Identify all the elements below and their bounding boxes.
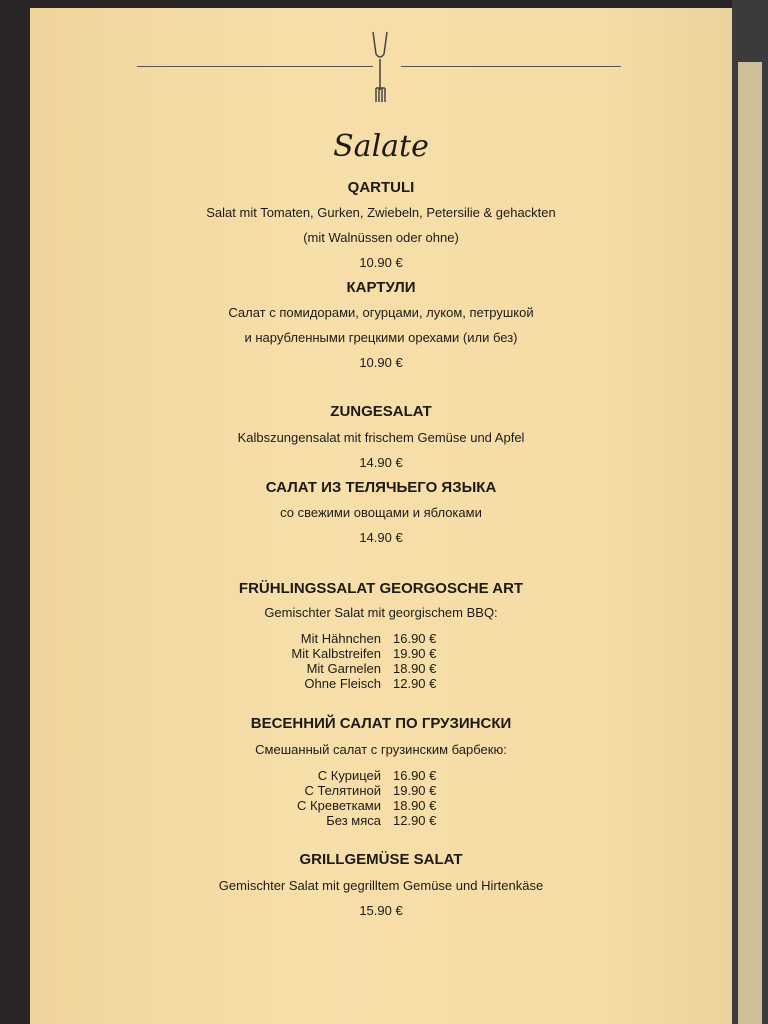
price-row [30,646,732,661]
option-price: 12.90 € [393,676,437,691]
item-price: 10.90 € [359,355,403,370]
option-name: Ohne Fleisch [304,676,381,691]
option-name: Mit Garnelen [306,661,381,676]
fork-icon [368,30,392,104]
item-price: 14.90 € [359,530,403,545]
divider-left [137,66,373,67]
option-price: 12.90 € [393,813,437,828]
option-name: С Телятиной [304,783,381,798]
item-name: GRILLGEMÜSE SALAT [299,851,463,868]
option-name: Mit Hähnchen [300,631,381,646]
option-price: 18.90 € [393,661,437,676]
divider-right [401,66,621,67]
item-name: ZUNGESALAT [330,403,432,420]
price-row [30,813,732,828]
item-name: САЛАТ ИЗ ТЕЛЯЧЬЕГО ЯЗЫКА [265,479,497,496]
option-price: 18.90 € [393,798,437,813]
price-row [30,676,732,691]
item-name: FRÜHLINGSSALAT GEORGOSCHE ART [238,580,524,597]
option-name: Без мяса [326,813,381,828]
price-row [30,768,732,783]
price-row [30,631,732,646]
item-price: 10.90 € [359,255,403,270]
option-name: С Креветками [297,798,381,813]
option-price: 16.90 € [393,631,437,646]
item-name: КАРТУЛИ [346,279,416,296]
item-desc: Salat mit Tomaten, Gurken, Zwiebeln, Petersilie & gehackten [206,205,556,220]
item-price: 14.90 € [359,455,403,470]
item-desc: Салат с помидорами, огурцами, луком, петрушкой [228,305,534,320]
section-title: Salate [333,129,429,164]
item-name: ВЕСЕННИЙ САЛАТ ПО ГРУЗИНСКИ [250,715,512,732]
item-desc: Gemischter Salat mit georgischem BBQ: [264,605,498,620]
price-list [30,768,732,828]
adjacent-page-edge [738,62,762,1024]
option-price: 16.90 € [393,768,437,783]
option-price: 19.90 € [393,646,437,661]
menu-page [30,8,732,1024]
option-name: Mit Kalbstreifen [291,646,381,661]
price-row [30,798,732,813]
option-price: 19.90 € [393,783,437,798]
item-desc: со свежими овощами и яблоками [280,505,482,520]
price-row [30,783,732,798]
item-desc: (mit Walnüssen oder ohne) [303,230,459,245]
item-desc: Kalbszungensalat mit frischem Gemüse und Apfel [237,430,525,445]
item-name: QARTULI [347,179,415,196]
option-name: С Курицей [317,768,381,783]
item-desc: и нарубленными грецкими орехами (или без) [244,330,518,345]
price-list [30,631,732,691]
item-desc: Gemischter Salat mit gegrilltem Gemüse und Hirtenkäse [218,878,544,893]
item-price: 15.90 € [359,903,403,918]
item-desc: Смешанный салат с грузинским барбекю: [255,742,507,757]
price-row [30,661,732,676]
